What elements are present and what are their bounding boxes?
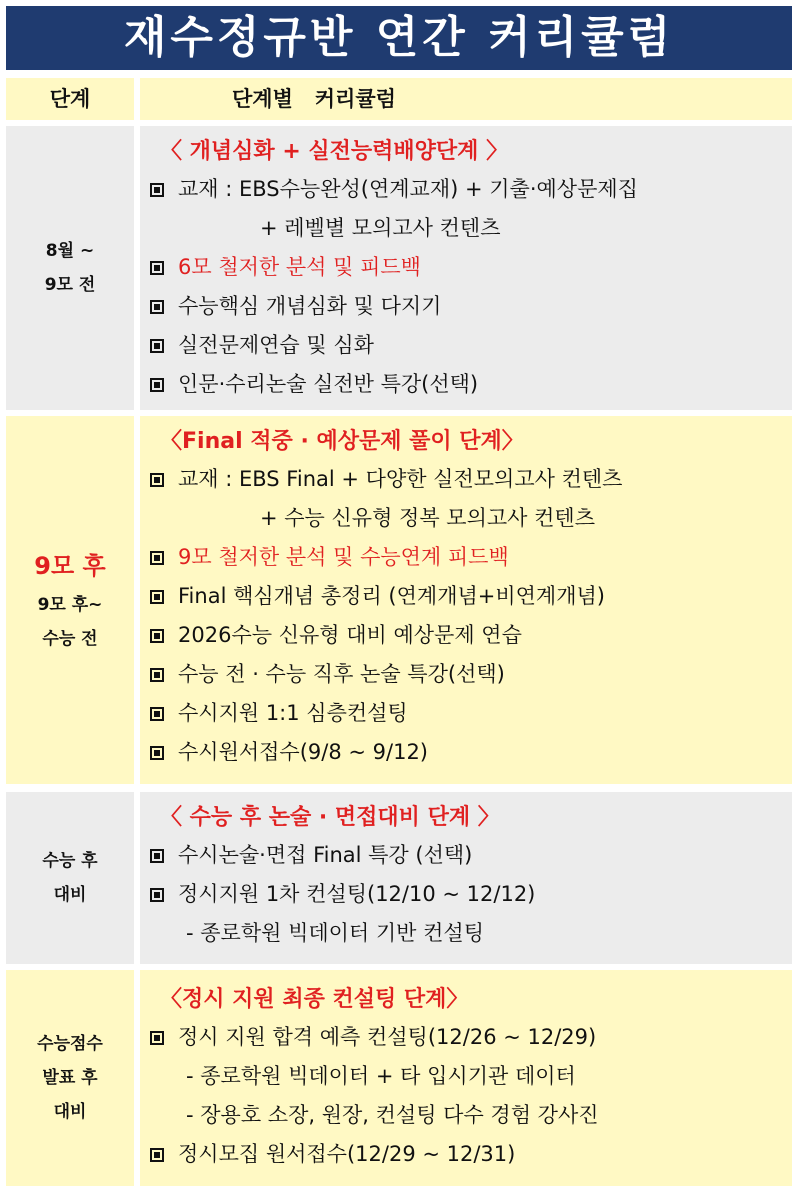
list-item-text: 수능 전 · 수능 직후 논술 특강(선택) (178, 662, 505, 686)
list-item-continued (150, 499, 792, 538)
section-3-period (6, 792, 134, 964)
list-item (150, 694, 792, 733)
square-bullet-icon (150, 1148, 164, 1162)
period-line: 수능 후 (42, 851, 98, 871)
list-item (150, 460, 792, 499)
period-line: 수능점수 (37, 1034, 103, 1054)
list-item (150, 875, 792, 914)
square-bullet-icon (150, 183, 164, 197)
list-item-text: 수시논술·면접 Final 특강 (선택) (178, 843, 473, 867)
list-item-text: 정시모집 원서접수(12/29 ~ 12/31) (178, 1142, 516, 1166)
list-item-text: 수능핵심 개념심화 및 다지기 (178, 294, 442, 318)
list-item-text: + 수능 신유형 정복 모의고사 컨텐츠 (260, 506, 595, 530)
section-4-period (6, 970, 134, 1186)
square-bullet-icon (150, 551, 164, 565)
list-subitem (150, 1057, 792, 1096)
header-stage: 단계 (6, 78, 134, 120)
list-item-continued (150, 209, 792, 248)
list-item-text: - 종로학원 빅데이터 기반 컨설팅 (186, 921, 484, 945)
list-item (150, 248, 792, 287)
section-3-content (140, 792, 792, 964)
period-highlight: 9모 후 (34, 552, 106, 580)
section-4-content (140, 970, 792, 1186)
period-line: 수능 전 (42, 629, 98, 649)
list-item (150, 577, 792, 616)
section-heading: 〈 개념심화 + 실전능력배양단계 〉 (160, 139, 509, 164)
square-bullet-icon (150, 473, 164, 487)
period-line: 대비 (53, 1102, 87, 1122)
square-bullet-icon (150, 339, 164, 353)
section-2-content (140, 416, 792, 784)
list-item (150, 655, 792, 694)
list-item-text: 6모 철저한 분석 및 피드백 (178, 255, 421, 279)
period-line: 8월 ~ (45, 241, 95, 261)
square-bullet-icon (150, 888, 164, 902)
square-bullet-icon (150, 1031, 164, 1045)
period-line: 발표 후 (42, 1068, 98, 1088)
period-line: 대비 (53, 885, 87, 905)
list-item (150, 365, 792, 404)
list-subitem (150, 914, 792, 953)
square-bullet-icon (150, 378, 164, 392)
square-bullet-icon (150, 707, 164, 721)
list-item-text: 교재 : EBS Final + 다양한 실전모의고사 컨텐츠 (178, 467, 623, 491)
list-item-text: 9모 철저한 분석 및 수능연계 피드백 (178, 545, 509, 569)
section-1-period (6, 126, 134, 410)
square-bullet-icon (150, 590, 164, 604)
list-subitem (150, 1096, 792, 1135)
list-item (150, 538, 792, 577)
list-item-text: - 종로학원 빅데이터 + 타 입시기관 데이터 (186, 1064, 576, 1088)
square-bullet-icon (150, 629, 164, 643)
list-item-text: 교재 : EBS수능완성(연계교재) + 기출·예상문제집 (178, 177, 638, 201)
list-item (150, 1018, 792, 1057)
section-heading: 〈Final 적중 · 예상문제 풀이 단계〉 (160, 429, 524, 454)
list-item-text: 인문·수리논술 실전반 특강(선택) (178, 372, 479, 396)
list-item (150, 326, 792, 365)
list-item-text: 수시원서접수(9/8 ~ 9/12) (178, 740, 429, 764)
list-item-text: + 레벨별 모의고사 컨텐츠 (260, 216, 501, 240)
square-bullet-icon (150, 668, 164, 682)
page-title: 재수정규반 연간 커리큘럼 (6, 6, 792, 70)
section-heading: 〈 수능 후 논술 · 면접대비 단계 〉 (160, 805, 500, 830)
list-item-text: 실전문제연습 및 심화 (178, 333, 374, 357)
section-1-content (140, 126, 792, 410)
list-item-text: 2026수능 신유형 대비 예상문제 연습 (178, 623, 522, 647)
list-item-text: 정시 지원 합격 예측 컨설팅(12/26 ~ 12/29) (178, 1025, 597, 1049)
list-item-text: Final 핵심개념 총정리 (연계개념+비연계개념) (178, 584, 605, 608)
period-line: 9모 후~ (37, 595, 103, 615)
list-item (150, 1135, 792, 1174)
list-item-text: - 장용호 소장, 원장, 컨설팅 다수 경험 강사진 (186, 1103, 599, 1127)
period-line: 9모 전 (44, 275, 96, 295)
header-curriculum: 단계별 커리큘럼 (140, 78, 792, 120)
square-bullet-icon (150, 746, 164, 760)
square-bullet-icon (150, 849, 164, 863)
list-item (150, 170, 792, 209)
section-heading: 〈정시 지원 최종 컨설팅 단계〉 (160, 987, 469, 1012)
section-2-period (6, 416, 134, 784)
square-bullet-icon (150, 261, 164, 275)
square-bullet-icon (150, 300, 164, 314)
list-item-text: 수시지원 1:1 심층컨설팅 (178, 701, 408, 725)
list-item (150, 616, 792, 655)
list-item (150, 836, 792, 875)
list-item (150, 733, 792, 772)
list-item (150, 287, 792, 326)
list-item-text: 정시지원 1차 컨설팅(12/10 ~ 12/12) (178, 882, 536, 906)
